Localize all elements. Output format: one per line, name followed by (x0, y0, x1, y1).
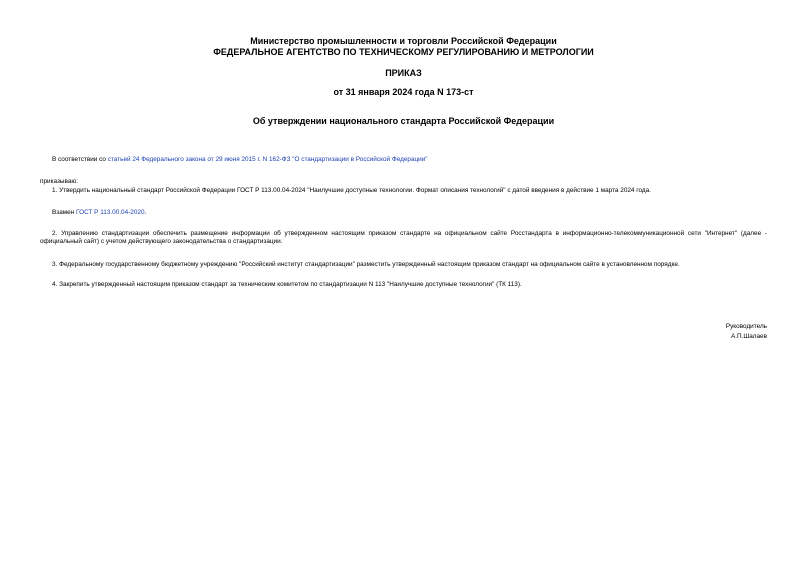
preamble (52, 156, 428, 164)
document-date-number: от 31 января 2024 года N 173-ст (333, 87, 474, 97)
document-title: Об утверждении национального стандарта Российской Федерации (252, 116, 555, 126)
replacement-suffix: . (144, 209, 147, 216)
document-type: ПРИКАЗ (385, 68, 422, 78)
signature-name: А.П.Шалаев (730, 333, 767, 340)
order-word: приказываю: (40, 178, 78, 185)
order-item-1: 1. Утвердить национальный стандарт Российской Федерации ГОСТ Р 113.00.04-2024 "Наилучшие доступные технологии. Формат описания технологий" с датой введения в действие 1 марта 2024 года. (52, 187, 651, 194)
ministry-name: Министерство промышленности и торговли Российской Федерации (250, 36, 557, 46)
agency-name: ФЕДЕРАЛЬНОЕ АГЕНТСТВО ПО ТЕХНИЧЕСКОМУ РЕГУЛИРОВАНИЮ И МЕТРОЛОГИИ (213, 47, 594, 57)
replaced-standard-link[interactable]: ГОСТ Р 113.00.04-2020 (76, 209, 145, 216)
law-article-link[interactable]: статьей 24 Федерального закона от 29 июня 2015 г. N 162-ФЗ "О стандартизации в Российской Федерации" (107, 156, 428, 163)
signature-position: Руководитель (725, 323, 767, 330)
order-item-4: 4. Закрепить утвержденный настоящим приказом стандарт за техническим комитетом по стандартизации N 113 "Наилучшие доступные технологии" (ТК 113). (52, 281, 522, 288)
replacement-note (52, 209, 146, 217)
order-item-3: 3. Федеральному государственному бюджетному учреждению "Российский институт стандартизации" разместить утвержденный настоящим приказом стандарт на официальном сайте в установленном порядке. (52, 261, 680, 268)
preamble-prefix: В соответствии со (52, 156, 108, 163)
replacement-prefix: Взамен (52, 209, 76, 216)
order-item-2: 2. Управлению стандартизации обеспечить размещение информации об утвержденном настоящим приказом стандарте на официальном сайте Росстандарта в информационно-телекоммуникационной сети "Интернет" (далее - официальный сайт) с учетом действующего законодательства о стандартизации. (40, 230, 767, 245)
